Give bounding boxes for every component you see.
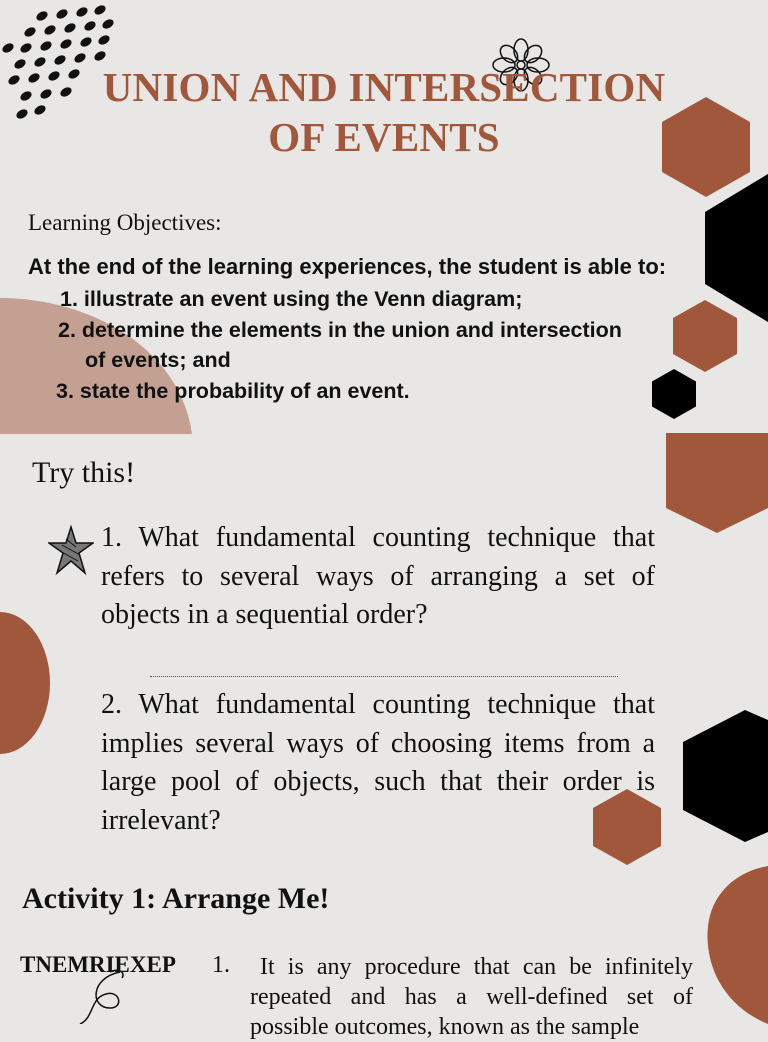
activity-item-number: 1.	[212, 952, 230, 978]
objective-2	[58, 315, 622, 346]
page-title	[0, 62, 768, 162]
objective-number: 1.	[60, 287, 78, 311]
objective-number: 3.	[56, 379, 74, 403]
learning-objectives-label: Learning Objectives:	[28, 210, 222, 235]
objective-3	[56, 376, 410, 407]
star-icon	[48, 525, 94, 577]
learning-objectives-intro: At the end of the learning experiences, the student is able to:	[28, 254, 667, 279]
black-hexagon-bottom	[683, 710, 768, 842]
divider	[150, 676, 618, 677]
activity-item-definition: It is any procedure that can be infinitely repeated and has a well-defined set of possible outcomes, known as the sample	[250, 954, 693, 1040]
objective-number: 2.	[58, 318, 76, 342]
rust-circle-bottom-right	[704, 866, 768, 1024]
rust-hexagon-small	[673, 300, 737, 372]
try-this-heading: Try this!	[32, 456, 136, 489]
objective-text: illustrate an event using the Venn diagram;	[83, 287, 523, 311]
objective-2-continued: of events; and	[85, 348, 231, 372]
scrambled-word: TNEMRIEXEP	[20, 952, 176, 977]
objective-text: determine the elements in the union and intersection	[81, 318, 622, 342]
rust-half-circle-left	[0, 612, 50, 754]
title-line-2: OF EVENTS	[268, 114, 500, 160]
activity-item-text	[250, 952, 693, 1042]
rust-hexagon-mid	[666, 433, 768, 533]
question-2: 2. What fundamental counting technique that implies several ways of choosing items from a large pool of objects, such that their order is irrelevant?	[101, 689, 655, 836]
title-line-1: UNION AND INTERSECTION	[102, 64, 666, 110]
question-1: 1. What fundamental counting technique that refers to several ways of arranging a set of objects in a sequential order?	[101, 522, 655, 630]
activity-heading: Activity 1: Arrange Me!	[22, 882, 330, 915]
black-hexagon-small	[652, 369, 696, 419]
objective-text: state the probability of an event.	[79, 379, 410, 403]
objective-1	[60, 284, 522, 315]
